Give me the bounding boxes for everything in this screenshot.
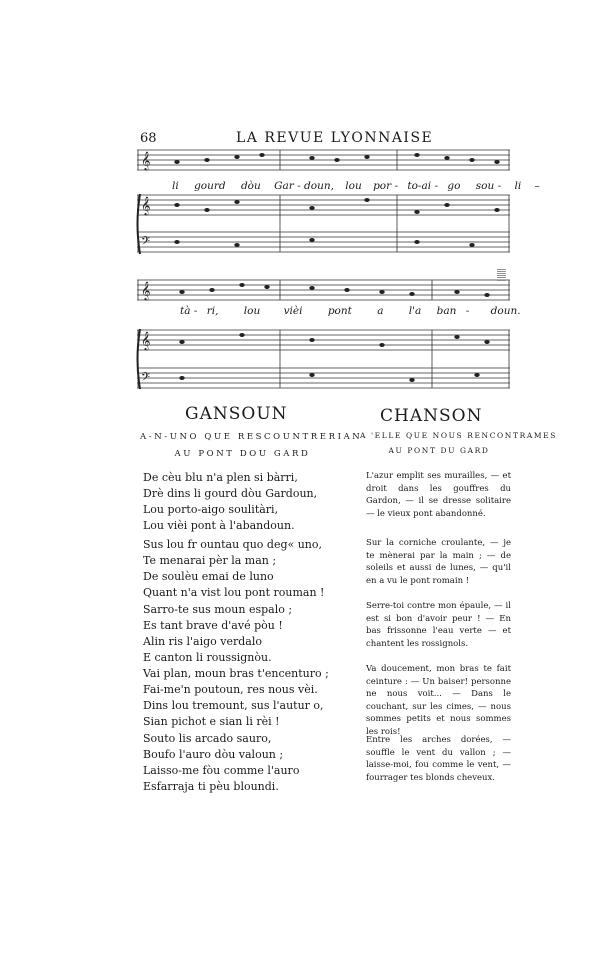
- verse-line: Esfarraja ti pèu bloundi.: [143, 780, 279, 793]
- lyric-syllable: lou: [243, 305, 261, 317]
- lyric-syllable: sou: [475, 180, 495, 192]
- french-paragraph-3: Serre-toi contre mon épaule, — il est si bon d'avoir peur ! — En bas frissonne l'eau verte — et chantent les rossignols.: [366, 601, 511, 649]
- running-title: LA REVUE LYONNAISE: [236, 130, 434, 146]
- lyric-syllable: -: [497, 180, 502, 192]
- svg-text:𝄞: 𝄞: [141, 331, 151, 350]
- verse-line: Lou porto-aigo soulitàri,: [143, 503, 279, 516]
- verse-line: Vai plan, moun bras t'encenturo ;: [143, 667, 329, 680]
- verse-line: De cèu blu n'a plen si bàrri,: [143, 471, 298, 484]
- occitan-stanza-4: [143, 666, 329, 730]
- lyric-syllable: Gar: [274, 180, 294, 192]
- lyric-syllable: ban: [436, 305, 457, 317]
- lyric-syllable: por: [373, 180, 392, 192]
- lyric-syllable: li: [172, 180, 179, 192]
- music-system-1: [137, 150, 510, 260]
- lyric-syllable: to-ai: [407, 180, 432, 192]
- svg-text:𝄞: 𝄞: [141, 281, 151, 300]
- french-subtitle-1: A 'ELLE QUE NOUS RENCONTRAMES: [360, 431, 557, 440]
- music-notation: [137, 268, 510, 390]
- lyric-syllable: pont: [327, 305, 352, 317]
- french-paragraph-2: Sur la corniche croulante, — je te mènerai par la main ; — de soleils et aussi de lunes, — qu'il en a vu le pont romain !: [366, 538, 511, 586]
- occitan-stanza-2: [143, 537, 324, 601]
- verse-line: Dins lou tremount, sus l'autur o,: [143, 699, 324, 712]
- lyric-syllable: li: [514, 180, 522, 192]
- svg-text:𝄢: 𝄢: [141, 371, 151, 387]
- verse-line: Es tant brave d'avé pòu !: [143, 619, 283, 632]
- french-subtitle-2: AU PONT DU GARD: [388, 446, 490, 455]
- verse-line: Alin ris l'aigo verdalo: [143, 635, 262, 648]
- verse-line: Boufo l'auro dòu valoun ;: [143, 748, 284, 761]
- lyric-syllable: ri,: [206, 305, 219, 317]
- verse-line: Lou vièi pont à l'abandoun.: [143, 519, 295, 532]
- occitan-subtitle-2: AU PONT DOU GARD: [174, 449, 311, 459]
- lyric-syllable: –: [534, 180, 540, 192]
- lyric-syllable: l'a: [408, 305, 422, 317]
- verse-line: Laisso-me fòu comme l'auro: [143, 764, 300, 777]
- lyric-syllable: -: [297, 180, 301, 192]
- music-system-2: [137, 268, 510, 390]
- french-title: CHANSON: [380, 406, 483, 426]
- verse-line: Quant n'a vist lou pont rouman !: [143, 586, 325, 599]
- svg-text:𝄞: 𝄞: [141, 151, 151, 170]
- lyric-syllable: -: [193, 305, 198, 317]
- lyric-syllable: a: [377, 305, 384, 317]
- lyrics-line-2: [180, 305, 521, 317]
- lyric-syllable: -: [434, 180, 439, 192]
- verse-line: Sarro-te sus moun espalo ;: [143, 603, 293, 616]
- verse-line: Fai-me'n poutoun, res nous vèi.: [143, 683, 318, 696]
- lyric-syllable: go: [447, 180, 461, 192]
- verse-line: Drè dins li gourd dòu Gardoun,: [143, 487, 318, 500]
- occitan-stanza-3: [143, 602, 292, 666]
- french-paragraph-1: L'azur emplit ses murailles, — et droit dans les gouffres du Gardon, — il se dresse solitaire — le vieux pont abandonné.: [366, 471, 511, 519]
- lyric-syllable: vièi: [283, 305, 303, 317]
- lyric-syllable: doun,: [304, 180, 334, 192]
- occitan-stanza-5: [143, 731, 299, 795]
- lyric-syllable: -: [394, 180, 399, 192]
- verse-line: E canton li roussignòu.: [143, 651, 272, 664]
- french-paragraph-5: Entre les arches dorées, — souffle le vent du vallon ; — laisse-moi, fou comme le vent, — fourrager tes blonds cheveux.: [366, 735, 511, 783]
- occitan-stanza-1: [143, 470, 317, 534]
- lyric-syllable: gourd: [194, 180, 226, 192]
- svg-text:𝄞: 𝄞: [141, 196, 151, 215]
- verse-line: Souto lis arcado sauro,: [143, 732, 272, 745]
- lyric-syllable: lou: [345, 180, 362, 192]
- lyric-syllable: dòu: [240, 180, 261, 192]
- occitan-subtitle-1: A-N-UNO QUE RESCOUNTRERIAN: [140, 432, 363, 442]
- verse-line: Sian pichot e sian li rèi !: [143, 715, 280, 728]
- music-notation: [137, 150, 510, 260]
- verse-line: De soulèu emai de luno: [143, 570, 274, 583]
- verse-line: Te menarai pèr la man ;: [143, 554, 277, 567]
- lyric-syllable: doun.: [490, 305, 521, 317]
- svg-text:𝄛: 𝄛: [497, 268, 506, 281]
- lyric-syllable: -: [465, 305, 470, 317]
- occitan-title: GANSOUN: [185, 404, 288, 424]
- lyrics-line-1: [172, 180, 540, 192]
- french-paragraph-4: Va doucement, mon bras te fait ceinture : — Un baiser! personne ne nous voit... — Dans le couchant, sur les cimes, — nous sommes petits et nous sommes les rois!: [366, 664, 511, 737]
- page-number: 68: [140, 131, 157, 146]
- verse-line: Sus lou fr ountau quo deg« uno,: [143, 538, 323, 551]
- svg-text:𝄢: 𝄢: [141, 235, 151, 251]
- lyric-syllable: tà: [180, 305, 191, 317]
